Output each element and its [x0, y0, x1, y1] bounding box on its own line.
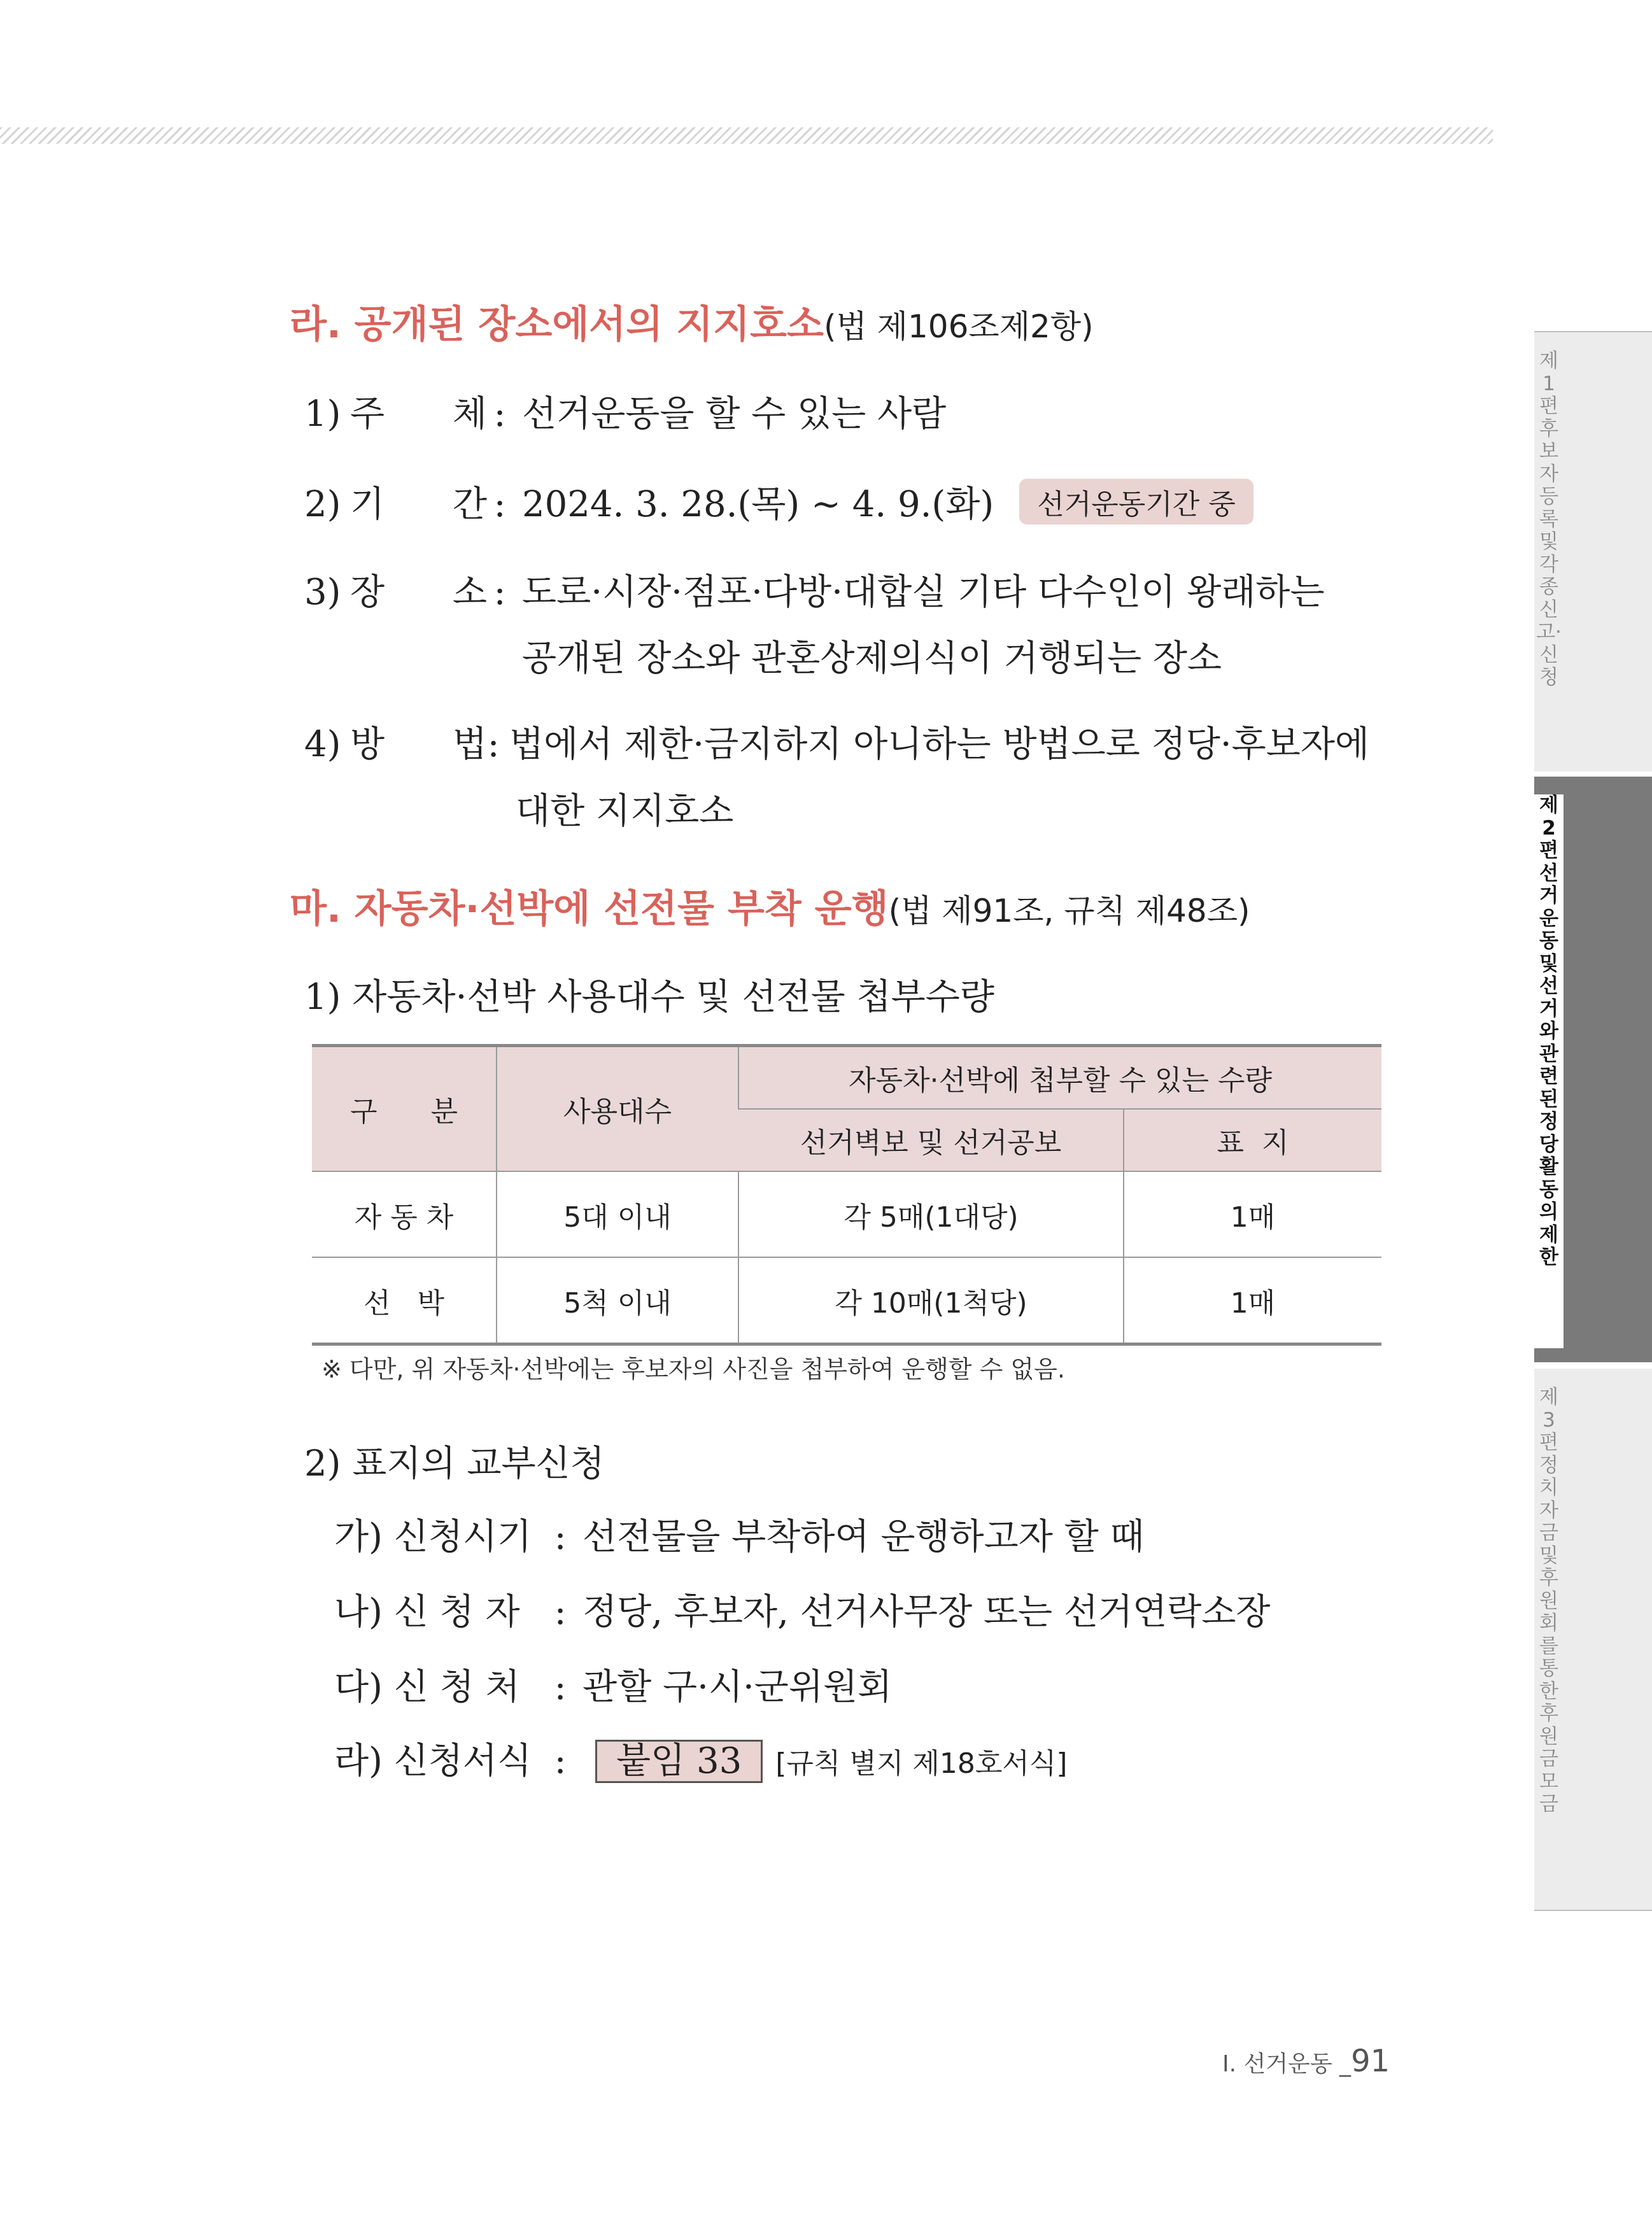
section-ra-title: 라. 공개된 장소에서의 지지호소 [290, 302, 824, 347]
chapter-tab-3-label: 제3편 정치자금 및 후원회를 통한 후원금 모금 [1539, 1386, 1558, 1816]
item-text: 관할 구·시·군위원회 [582, 1667, 893, 1708]
item-label: 다) 신 청 처 [334, 1667, 520, 1708]
item-text: 2024. 3. 28.(목) ~ 4. 9.(화) [522, 484, 994, 525]
col-header-category: 구 분 [312, 1046, 497, 1172]
page-footer [1222, 2043, 1390, 2079]
item-num: 3) [304, 572, 341, 613]
item-num: 1) [304, 393, 341, 435]
chapter-tab-2-active[interactable] [1534, 777, 1652, 1362]
application-timing [334, 1509, 1145, 1560]
item-method [304, 716, 1369, 767]
page-number: 91 [1351, 2043, 1390, 2079]
item-label: 가) 신청시기 [334, 1516, 532, 1558]
table-note: ※ 다만, 위 자동차·선박에는 후보자의 사진을 첩부하여 운행할 수 없음. [321, 1355, 1065, 1383]
table-row [312, 1171, 1381, 1257]
section-ma-ref: (법 제91조, 규칙 제48조) [888, 892, 1250, 929]
cell-poster: 각 10매(1척당) [738, 1257, 1124, 1344]
chapter-sidebar [1534, 331, 1652, 1910]
subsection-sign-application: 2) 표지의 교부신청 [304, 1443, 605, 1484]
item-place-cont: 공개된 장소와 관혼상제의식이 거행되는 장소 [522, 638, 1222, 679]
item-text: 선거운동을 할 수 있는 사람 [522, 393, 947, 435]
col-header-usage: 사용대수 [497, 1046, 738, 1172]
item-text: 정당, 후보자, 선거사무장 또는 선거연락소장 [582, 1591, 1271, 1633]
item-method-cont: 대한 지지호소 [516, 791, 734, 832]
item-place [304, 564, 1325, 615]
item-text: 법에서 제한·금지하지 아니하는 방법으로 정당·후보자에 [509, 724, 1370, 765]
item-label: 나) 신 청 자 [334, 1591, 520, 1633]
item-sep: : [493, 393, 506, 435]
item-label: 기 간 [350, 484, 487, 525]
col-header-attach: 자동차·선박에 첩부할 수 있는 수량 [738, 1046, 1381, 1110]
cell-category: 선 박 [312, 1257, 497, 1344]
table-row [312, 1257, 1381, 1344]
application-applicant [334, 1584, 1271, 1635]
cell-category: 자 동 차 [312, 1171, 497, 1257]
chapter-tab-2-label: 제2편 선거운동 및 선거와 관련된 정당활동의 제한 [1534, 794, 1564, 1348]
cell-usage: 5대 이내 [497, 1171, 738, 1257]
cell-poster: 각 5매(1대당) [738, 1171, 1124, 1257]
item-sep: : [554, 1591, 567, 1633]
cell-sign: 1매 [1124, 1171, 1381, 1257]
col-header-poster: 선거벽보 및 선거공보 [738, 1109, 1124, 1171]
section-heading-ma [290, 878, 1250, 933]
header-hatch-band [0, 127, 1493, 144]
application-form [334, 1733, 1068, 1784]
item-sep: : [554, 1667, 567, 1708]
vehicle-attachment-table [312, 1044, 1381, 1346]
item-sep: : [487, 724, 500, 765]
footer-chapter: I. 선거운동 _ [1222, 2051, 1352, 2077]
item-text: 선전물을 부착하여 운행하고자 할 때 [582, 1516, 1145, 1558]
cell-sign: 1매 [1124, 1257, 1381, 1344]
item-text: 도로·시장·점포·다방·대합실 기타 다수인이 왕래하는 [522, 572, 1325, 613]
item-num: 4) [304, 724, 341, 765]
item-subject [304, 386, 946, 437]
attachment-form-box[interactable]: 붙임 33 [595, 1740, 763, 1783]
section-heading-ra [290, 294, 1094, 349]
chapter-tab-3[interactable] [1534, 1369, 1652, 1911]
cell-usage: 5척 이내 [497, 1257, 738, 1344]
item-period [304, 476, 1253, 527]
item-sep: : [493, 484, 506, 525]
item-sep: : [554, 1740, 567, 1782]
section-ma-title: 마. 자동차·선박에 선전물 부착 운행 [290, 887, 889, 931]
item-label: 방 법 [350, 724, 487, 765]
item-sep: : [493, 572, 506, 613]
chapter-tab-1-label: 제1편 후보자등록 및 각종 신고·신청 [1536, 349, 1562, 689]
campaign-period-badge: 선거운동기간 중 [1019, 479, 1253, 525]
item-label: 장 소 [350, 572, 487, 613]
subsection-vehicle-count: 1) 자동차·선박 사용대수 및 선전물 첩부수량 [304, 977, 994, 1018]
form-reference: [규칙 별지 제18호서식] [775, 1747, 1068, 1780]
chapter-tab-1[interactable] [1534, 331, 1652, 772]
application-office [334, 1659, 892, 1710]
section-ra-ref: (법 제106조제2항) [823, 308, 1094, 345]
item-label: 주 체 [350, 393, 487, 435]
col-header-sign: 표 지 [1124, 1109, 1381, 1171]
item-num: 2) [304, 484, 341, 525]
item-label: 라) 신청서식 [334, 1740, 532, 1782]
item-sep: : [554, 1516, 567, 1558]
